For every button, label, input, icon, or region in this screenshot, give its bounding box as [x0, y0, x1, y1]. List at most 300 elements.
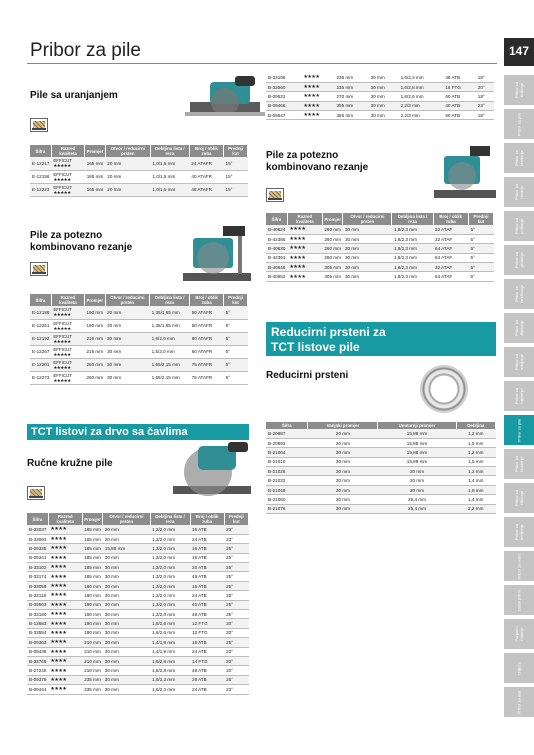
table-cell: 190 mm — [82, 619, 103, 628]
table-cell: 30 mm — [103, 619, 150, 628]
table-row — [27, 553, 249, 562]
table-cell: B-09438 — [27, 647, 48, 656]
table-cell: 16 ATB — [190, 553, 224, 562]
column-header: Razred kvaliteta — [287, 213, 322, 225]
circular-table — [27, 513, 249, 695]
table-cell: B-33560 — [266, 82, 301, 91]
side-tab-label: Pribor za bušenje — [514, 82, 524, 99]
side-tab-label: Pribor za pile — [516, 112, 522, 136]
table-cell: ★★★★ — [48, 591, 82, 600]
side-tab-label: Pribor za vrtnu — [516, 553, 522, 580]
table-cell: B-40646 — [266, 263, 287, 272]
table-row — [266, 111, 494, 120]
table-cell: 1,6/2,6 mm — [150, 628, 190, 637]
table-cell: B-09531 — [266, 92, 301, 101]
side-tab-11[interactable] — [504, 449, 534, 479]
table-cell: 18 ATB — [190, 638, 224, 647]
side-tab-5[interactable] — [504, 245, 534, 275]
table-cell: 260 mm — [84, 358, 105, 371]
table-cell: 30 mm — [343, 253, 392, 262]
table-cell: 30 mm — [103, 581, 150, 590]
table-cell: ★★★★ — [48, 628, 82, 637]
table-cell: 30 mm — [103, 656, 150, 665]
side-tab-13[interactable] — [504, 517, 534, 547]
table-row — [266, 272, 494, 281]
column-header: Otvor / reducirni prsten — [105, 294, 150, 306]
table-cell: 32 ATAF — [433, 225, 468, 234]
table-row — [27, 628, 249, 637]
table-cell: 5° — [224, 358, 248, 371]
table-cell: 50 ATAFR — [190, 306, 224, 319]
banner-rings-line1: Reducirni prsteni za — [271, 325, 386, 339]
side-tab-label: Pribor za alat — [516, 690, 522, 714]
column-header: Razred kvaliteta — [51, 294, 84, 306]
column-header: Šifra — [266, 213, 287, 225]
table-cell: 30 mm — [308, 504, 378, 513]
table-cell: 216 mm — [84, 332, 105, 345]
table-row — [27, 572, 249, 581]
table-cell: 24 ATB — [190, 685, 224, 694]
table-cell: 20° — [224, 619, 248, 628]
table-cell: 24 ATAFR — [189, 157, 223, 170]
table-row — [266, 101, 494, 110]
table-cell: 260 mm — [84, 371, 105, 384]
quality-label: EFFICUT — [53, 372, 72, 378]
table-cell — [51, 170, 84, 183]
table-cell: 32 ATAF — [433, 263, 468, 272]
table-row — [27, 581, 249, 590]
table-cell: B-21060 — [266, 495, 308, 504]
table-cell: B-42385 — [266, 234, 287, 243]
column-header: Prednji kut — [224, 145, 248, 157]
table-cell: 1,4/1,9 mm — [150, 647, 190, 656]
table-cell: ★★★★ — [48, 619, 82, 628]
side-tab-3[interactable] — [504, 177, 534, 207]
table-row — [266, 73, 494, 82]
table-cell — [51, 183, 84, 196]
table-cell: B-20993 — [266, 438, 308, 447]
table-cell: 190 mm — [82, 628, 103, 637]
table-cell: ★★★★ — [48, 525, 82, 534]
table-header-row — [30, 145, 248, 157]
miter-saw-image — [178, 218, 256, 288]
table-cell: ★★★★ — [301, 101, 334, 110]
table-cell: 15,88 mm — [103, 544, 150, 553]
table-row — [266, 448, 496, 457]
table-cell: 1,0/1,5 mm — [150, 157, 189, 170]
section-title-combo1-line2: kombinovano rezanje — [30, 242, 133, 253]
side-tab-label: Pribor za rendisanje — [514, 284, 524, 304]
table-row — [266, 504, 496, 513]
table-row — [27, 544, 249, 553]
table-cell: 5° — [468, 234, 493, 243]
table-cell: 30 mm — [103, 591, 150, 600]
quality-stars-icon: ★★★★★ — [53, 312, 71, 318]
table-cell: 1,5/2,0 mm — [150, 345, 190, 358]
table-cell: 30 mm — [369, 73, 399, 82]
table-cell: 75 ATAFR — [190, 358, 224, 371]
table-row — [27, 675, 249, 684]
table-cell — [51, 157, 84, 170]
table-cell: 1,65/2,15 mm — [150, 371, 190, 384]
table-cell: B-20987 — [266, 429, 308, 438]
table-cell: 1,6/2,3 mm — [150, 675, 190, 684]
table-cell: 185 mm — [82, 563, 103, 572]
title-divider — [27, 63, 497, 64]
side-tab-label: Pribor za poliranje — [514, 218, 524, 235]
table-cell: 1,4 mm — [456, 495, 495, 504]
table-cell: 1,3/2,0 mm — [150, 581, 190, 590]
table-cell: 30 mm — [103, 666, 150, 675]
wood-material-icon — [30, 118, 48, 132]
table-cell: 23° — [224, 534, 248, 543]
quality-label: EFFICUT — [53, 158, 72, 164]
section-title-combo1 — [30, 230, 132, 254]
table-cell: ★★★★ — [48, 600, 82, 609]
table-cell — [51, 345, 84, 358]
table-cell: 1,3/2,0 mm — [150, 544, 190, 553]
table-cell: B-33118 — [27, 591, 48, 600]
side-tab-14[interactable] — [504, 551, 534, 581]
table-cell: 165 mm — [85, 157, 106, 170]
table-cell: 210 mm — [82, 638, 103, 647]
side-tab-1[interactable] — [504, 109, 534, 139]
column-header: Broj / oblik zuba — [433, 213, 468, 225]
table-row — [30, 306, 248, 319]
table-cell: 30 mm — [369, 111, 399, 120]
table-cell: 15,88 mm — [378, 429, 456, 438]
table-cell: 20 mm — [103, 534, 150, 543]
table-cell: 60 ATAFR — [190, 332, 224, 345]
table-cell: 15,88 mm — [378, 448, 456, 457]
table-cell: 1,35/1,65 mm — [150, 319, 190, 332]
table-cell: 48 ATB — [190, 666, 224, 675]
table-cell: 20 mm — [105, 183, 150, 196]
table-cell — [51, 306, 84, 319]
column-header: Razred kvaliteta — [48, 513, 82, 525]
table-cell: ★★★★ — [287, 244, 322, 253]
quality-label: EFFICUT — [53, 307, 72, 313]
table-cell: B-21076 — [266, 504, 308, 513]
table-cell: 75 ATAFR — [190, 371, 224, 384]
table-cell: ★★★★ — [48, 666, 82, 675]
table-cell: 190 mm — [84, 319, 105, 332]
table-cell: 1,3/2,0 mm — [150, 534, 190, 543]
quality-label: EFFICUT — [53, 346, 72, 352]
table-cell: 15,88 mm — [378, 457, 456, 466]
table-cell: 20 mm — [105, 306, 150, 319]
table-cell: 210 mm — [82, 666, 103, 675]
table-row — [266, 263, 494, 272]
table-cell: 20 mm — [308, 438, 378, 447]
table-cell: 20° — [476, 82, 494, 91]
table-cell: 30 mm — [308, 448, 378, 457]
column-header: Broj / oblik zuba — [189, 145, 223, 157]
table-cell: ★★★★ — [301, 111, 334, 120]
table-cell: E-12186 — [30, 306, 51, 319]
banner-nails: TCT listovi za drvo sa čavlima — [27, 424, 249, 440]
table-cell: 1,8/2,8 mm — [150, 656, 190, 665]
side-tab-label: Pribor za brušenje — [514, 150, 524, 167]
table-cell: 30 mm — [343, 263, 392, 272]
section-title-combo1-line1: Pile za potezno — [30, 230, 103, 241]
table-cell: 260 mm — [322, 253, 343, 262]
column-header: Šifra — [30, 294, 51, 306]
table-cell: 25° — [224, 638, 248, 647]
side-tab-18[interactable] — [504, 687, 534, 717]
table-row — [266, 92, 494, 101]
table-row — [266, 244, 494, 253]
side-tab-15[interactable] — [504, 585, 534, 615]
table-cell: B-21004 — [266, 448, 308, 457]
combo2-table — [266, 213, 494, 282]
table-cell: ★★★★ — [48, 544, 82, 553]
table-cell: 20 mm — [103, 525, 150, 534]
table-cell: 1,2 mm — [456, 448, 495, 457]
table-cell: 20 mm — [378, 467, 456, 476]
reducing-ring-image — [420, 365, 468, 413]
table-cell: 20 ATB — [190, 563, 224, 572]
side-tab-0[interactable] — [504, 75, 534, 105]
table-cell: 64 ATAF — [433, 253, 468, 262]
table-cell: 12 FTG — [190, 628, 224, 637]
table-cell: ★★★★ — [287, 234, 322, 243]
table-cell: 30 mm — [369, 82, 399, 91]
table-cell: 1,6/2,3 mm — [399, 73, 444, 82]
table-cell: 30 mm — [103, 610, 150, 619]
table-header-row — [27, 513, 249, 525]
side-tab-12[interactable] — [504, 483, 534, 513]
side-tab-2[interactable] — [504, 143, 534, 173]
table-row — [27, 525, 249, 534]
table-cell — [51, 371, 84, 384]
table-cell: ★★★★ — [48, 572, 82, 581]
table-cell: 30 mm — [308, 495, 378, 504]
table-cell: ★★★★ — [48, 563, 82, 572]
quality-stars-icon: ★★★★★ — [53, 163, 71, 169]
table-cell: ★★★★ — [48, 610, 82, 619]
table-cell — [51, 319, 84, 332]
table-cell: 190 mm — [84, 306, 105, 319]
table-cell: 260 mm — [322, 244, 343, 253]
table-cell: 25° — [224, 600, 248, 609]
table-cell: 48 ATB — [190, 572, 224, 581]
side-tab-label: Pribor za brušenje — [514, 456, 524, 473]
side-tab-label: Pribor za odvijanje — [514, 354, 524, 371]
banner-rings — [266, 322, 496, 356]
table-cell: 1,2 mm — [456, 467, 495, 476]
table-cell: 5° — [468, 263, 493, 272]
table-cell: 2,2 mm — [456, 504, 495, 513]
table-cell: B-09335 — [27, 544, 48, 553]
table-cell: B-21048 — [266, 485, 308, 494]
table-cell: 1,8/2,3 mm — [392, 225, 433, 234]
table-cell: 18° — [476, 73, 494, 82]
side-tab-label: Pribor za lemljenje — [514, 524, 524, 541]
table-cell: ★★★★ — [48, 647, 82, 656]
table-cell: 5° — [224, 332, 248, 345]
table-cell: 14 FTG — [190, 656, 224, 665]
table-cell: 1,3/2,0 mm — [150, 525, 190, 534]
table-cell: 30 mm — [103, 600, 150, 609]
table-cell: E-12217 — [30, 157, 51, 170]
column-header: Debljina lista / reza — [150, 145, 189, 157]
table-cell: 1,8/2,8 mm — [150, 666, 190, 675]
table-cell: 1,3/2,0 mm — [150, 553, 190, 562]
table-cell: 185 mm — [82, 572, 103, 581]
table-cell: 1,3/2,0 mm — [150, 572, 190, 581]
side-tab-label: Pribor za pile — [516, 418, 522, 442]
side-tab-label: Pribor za dlijetanje — [514, 320, 524, 337]
side-tab-16[interactable] — [504, 619, 534, 649]
table-cell: 25° — [224, 591, 248, 600]
table-cell: 30 mm — [103, 572, 150, 581]
table-cell: 30 mm — [103, 638, 150, 647]
table-cell: 30 mm — [308, 485, 378, 494]
table-cell: 5° — [224, 319, 248, 332]
table-cell — [51, 358, 84, 371]
table-cell: 1,0/1,5 mm — [150, 183, 189, 196]
table-cell: B-33766 — [27, 656, 48, 665]
table-row — [30, 345, 248, 358]
table-cell: 2,2/3 mm — [399, 101, 444, 110]
table-cell: 30 mm — [103, 563, 150, 572]
table-row — [266, 467, 496, 476]
table-cell: 25° — [224, 610, 248, 619]
table-cell: 50 ATAFR — [190, 319, 224, 332]
table-cell: 25° — [224, 553, 248, 562]
side-tab-4[interactable] — [504, 211, 534, 241]
table-cell: 1,65/2,15 mm — [150, 358, 190, 371]
column-header: Šifra — [27, 513, 48, 525]
section-title-rings: Reducirni prsteni — [266, 370, 349, 381]
side-tab-label: Pribor za čišćenje — [514, 490, 524, 507]
table-cell: B-21026 — [266, 467, 308, 476]
side-tab-8[interactable] — [504, 347, 534, 377]
table-cell: 60 ATB — [443, 92, 475, 101]
table-cell: 60 ATAFR — [190, 345, 224, 358]
column-header: Vanjski promjer — [308, 422, 378, 429]
table-cell: 64 ATAF — [433, 272, 468, 281]
table-cell: 165 mm — [82, 534, 103, 543]
table-cell: B-09503 — [27, 600, 48, 609]
table-cell: 185 mm — [82, 553, 103, 562]
table-cell: 40 ATB — [190, 600, 224, 609]
table-cell: 48 ATB — [443, 73, 475, 82]
table-cell: 1,8/2,0 mm — [150, 332, 190, 345]
table-cell: 5° — [224, 371, 248, 384]
table-row — [266, 495, 496, 504]
column-header: Prednji kut — [224, 294, 248, 306]
column-header: Šifra — [30, 145, 51, 157]
table-cell: 20 mm — [378, 485, 456, 494]
table-cell: 18° — [476, 111, 494, 120]
table-cell: 60 ATB — [443, 111, 475, 120]
table-cell: 18° — [476, 92, 494, 101]
table-cell: B-27246 — [27, 666, 48, 675]
column-header: Promjer — [82, 513, 103, 525]
table-row — [30, 157, 248, 170]
table-cell: 1,3/2,0 mm — [150, 600, 190, 609]
table-cell: 30 mm — [343, 225, 392, 234]
table-cell: 20° — [224, 628, 248, 637]
side-tab-6[interactable] — [504, 279, 534, 309]
plunge-table — [30, 145, 248, 197]
table-cell: 24 ATB — [190, 591, 224, 600]
column-header: Broj / oblik zuba — [190, 513, 224, 525]
table-cell: 5° — [468, 253, 493, 262]
table-cell: E-12192 — [30, 332, 51, 345]
table-cell: B-09379 — [27, 675, 48, 684]
table-row — [27, 563, 249, 572]
table-cell: 165 mm — [85, 170, 106, 183]
miter-saw-image — [430, 140, 500, 204]
quality-label: EFFICUT — [53, 333, 72, 339]
table-cell: 1,6/2,3 mm — [150, 685, 190, 694]
table-cell: 355 mm — [335, 101, 369, 110]
rings-table — [266, 422, 496, 514]
table-cell: 25° — [224, 675, 248, 684]
table-cell: 235 mm — [335, 82, 369, 91]
column-header: Razred kvaliteta — [51, 145, 84, 157]
table-cell: 16 ATB — [190, 525, 224, 534]
column-header: Unutarnji promjer — [378, 422, 456, 429]
column-header: Otvor / reducirni prsten — [343, 213, 392, 225]
quality-label: EFFICUT — [53, 359, 72, 365]
table-cell: 305 mm — [322, 263, 343, 272]
table-cell: E-12251 — [30, 319, 51, 332]
table-cell: 190 mm — [82, 591, 103, 600]
table-cell: 30 mm — [103, 647, 150, 656]
table-cell: ★★★★ — [301, 92, 334, 101]
table-cell: 30 mm — [308, 457, 378, 466]
side-tab-10[interactable] — [504, 415, 534, 445]
side-tab-7[interactable] — [504, 313, 534, 343]
table-cell: 216 mm — [84, 345, 105, 358]
table-cell: 235 mm — [335, 73, 369, 82]
table-row — [27, 638, 249, 647]
table-cell: B-09466 — [266, 101, 301, 110]
table-cell: 165 mm — [85, 183, 106, 196]
table-cell: ★★★★ — [48, 553, 82, 562]
side-tab-label: Pribor za rezanje — [514, 184, 524, 201]
table-cell: B-33174 — [27, 572, 48, 581]
table-cell: 260 mm — [322, 225, 343, 234]
table-cell: 30 mm — [105, 345, 150, 358]
table-cell: 1,8/2,3 mm — [392, 234, 433, 243]
table-cell — [51, 332, 84, 345]
side-tab-9[interactable] — [504, 381, 534, 411]
column-header: Šifra — [266, 422, 308, 429]
table-cell: 30 mm — [308, 476, 378, 485]
table-row — [27, 591, 249, 600]
table-cell: B-40652 — [266, 272, 287, 281]
side-tab-17[interactable] — [504, 653, 534, 683]
table-row — [27, 685, 249, 694]
table-cell: 30 mm — [105, 332, 150, 345]
wood-material-icon — [27, 486, 45, 500]
table-header-row — [266, 422, 496, 429]
table-cell: B-09547 — [266, 111, 301, 120]
table-cell: 30 mm — [103, 685, 150, 694]
table-cell: 20 mm — [308, 429, 378, 438]
table-cell: 20 mm — [378, 476, 456, 485]
table-cell: 260 mm — [322, 234, 343, 243]
quality-label: EFFICUT — [53, 171, 72, 177]
table-cell: 5° — [468, 225, 493, 234]
table-cell: B-09341 — [27, 553, 48, 562]
table-row — [266, 457, 496, 466]
